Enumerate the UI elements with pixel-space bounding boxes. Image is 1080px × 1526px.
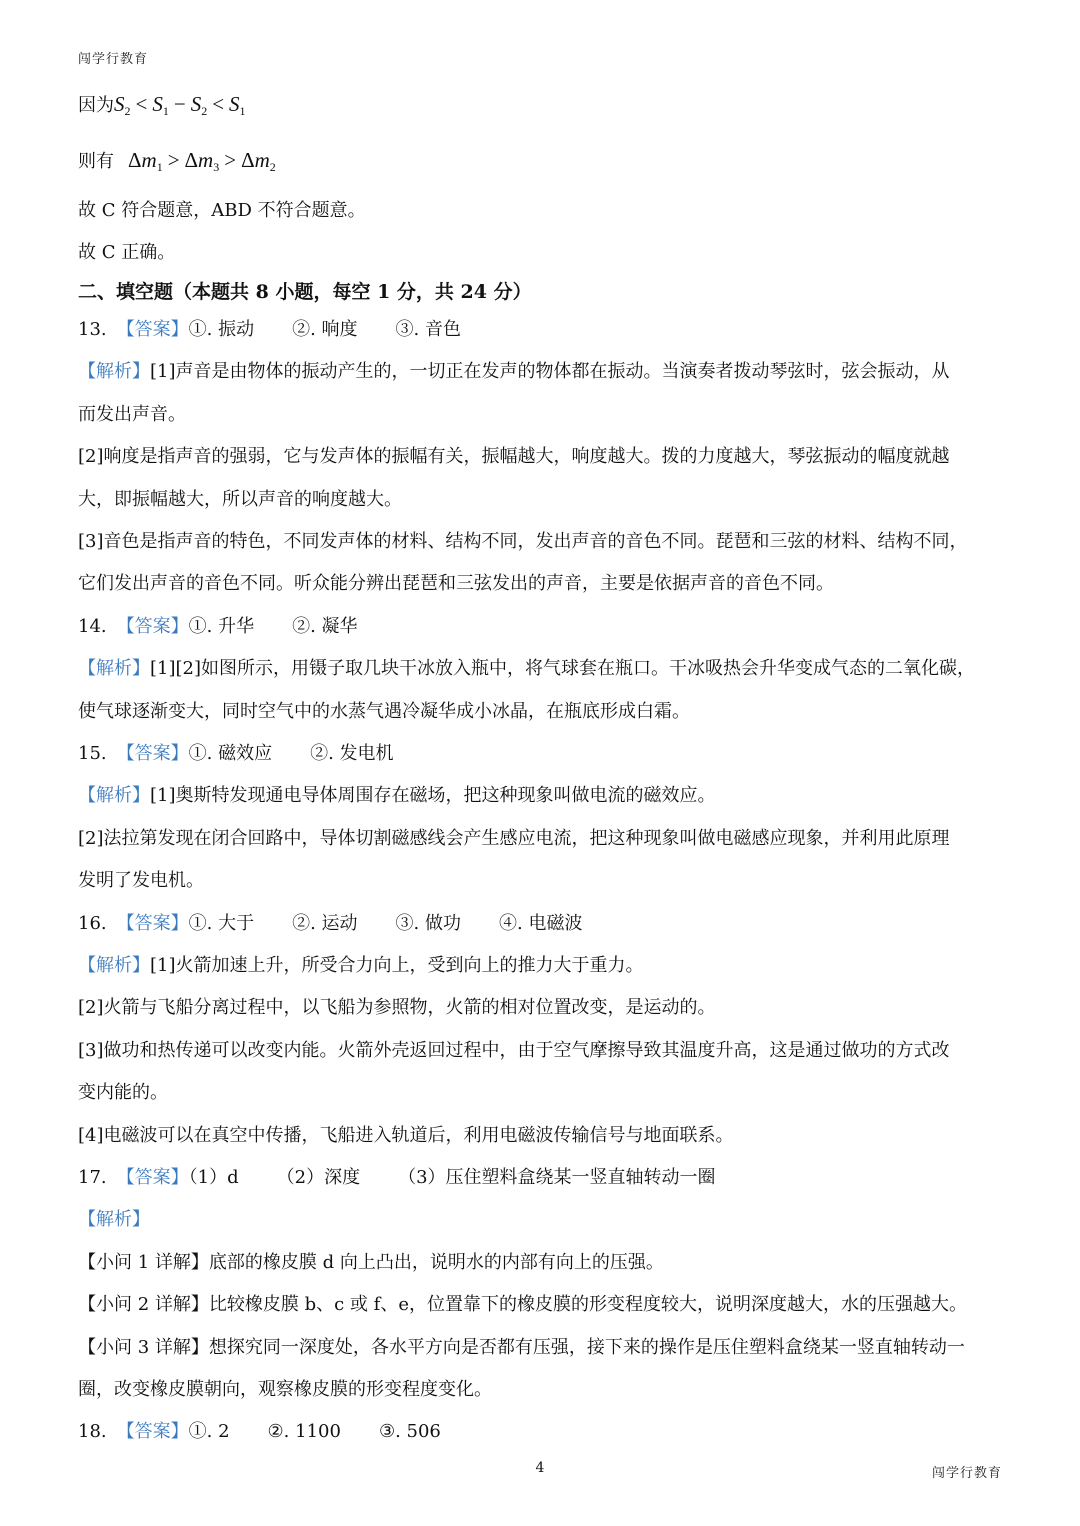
q13-analysis-2: [2]响度是指声音的强弱，它与发声体的振幅有关，振幅越大，响度越大。拨的力度越大，琴弦振动的幅度就越 [78,446,950,467]
inequality-line [78,92,1004,123]
mass-change-line [78,148,1004,179]
q15-answer-1: ①. 磁效应 [188,743,273,764]
q16-answer-3: ③. 做功 [395,913,461,934]
q18-number: 18. [78,1421,107,1442]
because-text: 因为 [78,95,114,116]
q16-answer-4: ④. 电磁波 [499,913,583,934]
analysis-tag: 【解析】 [78,1209,150,1230]
q17-answer-1: （1）d [188,1167,239,1188]
q16-analysis-4: [4]电磁波可以在真空中传播，飞船进入轨道后，利用电磁波传输信号与地面联系。 [78,1125,734,1146]
answer-tag: 【答案】 [116,743,189,764]
section-title: 二、填空题（本题共 8 小题，每空 1 分，共 24 分） [78,281,532,303]
q13-answer-1: ①. 振动 [188,319,255,340]
q17-analysis-heading [78,1208,1004,1232]
q16-answer-2: ②. 运动 [292,913,358,934]
analysis-tag: 【解析】 [78,955,150,976]
q17-detail-3-cont: 圈，改变橡皮膜朝向，观察橡皮膜的形变程度变化。 [78,1379,492,1400]
q13-analysis-1: 【解析】[1]声音是由物体的振动产生的，一切正在发声的物体都在振动。当演奏者拨动琴弦时，弦会振动，从 [78,361,950,382]
inequality-formula: $S_2 < S_1 - S_2 < S_1$ [114,92,246,118]
q16-analysis-2: [2]火箭与飞船分离过程中，以飞船为参照物，火箭的相对位置改变，是运动的。 [78,997,716,1018]
analysis-tag: 【解析】 [78,785,150,806]
q18-answer-1: ①. 2 [188,1421,230,1442]
q16-answer-1: ①. 大于 [188,913,255,934]
then-text: 则有 [78,151,114,172]
q16-analysis-3-cont: 变内能的。 [78,1082,168,1103]
q13-analysis-1-cont: 而发出声音。 [78,404,186,425]
q15-number: 15. [78,743,107,764]
q17-number: 17. [78,1167,107,1188]
correct-line: 故 C 正确。 [78,242,176,263]
q13-analysis-2-cont: 大，即振幅越大，所以声音的响度越大。 [78,489,402,510]
q18-answer-line [78,1420,1004,1444]
q13-number: 13. [78,319,107,340]
conclusion-line: 故 C 符合题意，ABD 不符合题意。 [78,200,366,221]
q16-analysis-3: [3]做功和热传递可以改变内能。火箭外壳返回过程中，由于空气摩擦导致其温度升高，这是通过做功的方式改 [78,1040,950,1061]
q13-answer-line [78,318,1004,342]
q18-answer-3: ③. 506 [378,1421,441,1442]
q14-number: 14. [78,616,107,637]
q15-answer-line [78,742,1004,766]
analysis-tag: 【解析】 [78,361,150,382]
answer-tag: 【答案】 [116,1421,189,1442]
q14-answer-1: ①. 升华 [188,616,255,637]
q14-answer-line [78,615,1004,639]
q16-answer-line [78,912,1004,936]
answer-tag: 【答案】 [116,913,189,934]
q16-analysis-1: 【解析】[1]火箭加速上升，所受合力向上，受到向上的推力大于重力。 [78,955,644,976]
q15-analysis-2: [2]法拉第发现在闭合回路中，导体切割磁感线会产生感应电流，把这种现象叫做电磁感应现象，并利用此原理 [78,828,950,849]
q17-answer-3: （3）压住塑料盒绕某一竖直轴转动一圈 [398,1167,716,1188]
q13-analysis-3-cont: 它们发出声音的音色不同。听众能分辨出琵琶和三弦发出的声音，主要是依据声音的音色不同。 [78,573,834,594]
q17-answer-2: （2）深度 [276,1167,361,1188]
q17-detail-2: 【小问 2 详解】比较橡皮膜 b、c 或 f、e，位置靠下的橡皮膜的形变程度较大，说明深度越大，水的压强越大。 [78,1294,967,1315]
q14-answer-2: ②. 凝华 [292,616,358,637]
q18-answer-2: ②. 1100 [267,1421,341,1442]
analysis-tag: 【解析】 [78,658,150,679]
answer-tag: 【答案】 [116,319,189,340]
answer-tag: 【答案】 [116,616,189,637]
q13-answer-2: ②. 响度 [292,319,358,340]
footer-brand: 闯学行教育 [931,1466,1002,1481]
q16-number: 16. [78,913,107,934]
page-number: 4 [535,1460,545,1476]
q14-analysis-1: 【解析】[1][2]如图所示，用镊子取几块干冰放入瓶中，将气球套在瓶口。干冰吸热会升华变成气态的二氧化碳， [78,658,975,679]
q15-analysis-2-cont: 发明了发电机。 [78,870,204,891]
q15-answer-2: ②. 发电机 [310,743,394,764]
q17-detail-1: 【小问 1 详解】底部的橡皮膜 d 向上凸出，说明水的内部有向上的压强。 [78,1252,664,1273]
header-brand: 闯学行教育 [78,52,149,67]
mass-formula: $\Delta m_1 > \Delta m_3 > \Delta m_2$ [128,148,276,174]
q14-analysis-1-cont: 使气球逐渐变大，同时空气中的水蒸气遇冷凝华成小冰晶，在瓶底形成白霜。 [78,701,690,722]
answer-tag: 【答案】 [116,1167,189,1188]
q13-answer-3: ③. 音色 [395,319,461,340]
q17-answer-line [78,1166,1004,1190]
q15-analysis-1: 【解析】[1]奥斯特发现通电导体周围存在磁场，把这种现象叫做电流的磁效应。 [78,785,716,806]
q17-detail-3: 【小问 3 详解】想探究同一深度处，各水平方向是否都有压强，接下来的操作是压住塑料盒绕某一竖直轴转动一 [78,1337,965,1358]
q13-analysis-3: [3]音色是指声音的特色，不同发声体的材料、结构不同，发出声音的音色不同。琵琶和三弦的材料、结构不同， [78,531,968,552]
